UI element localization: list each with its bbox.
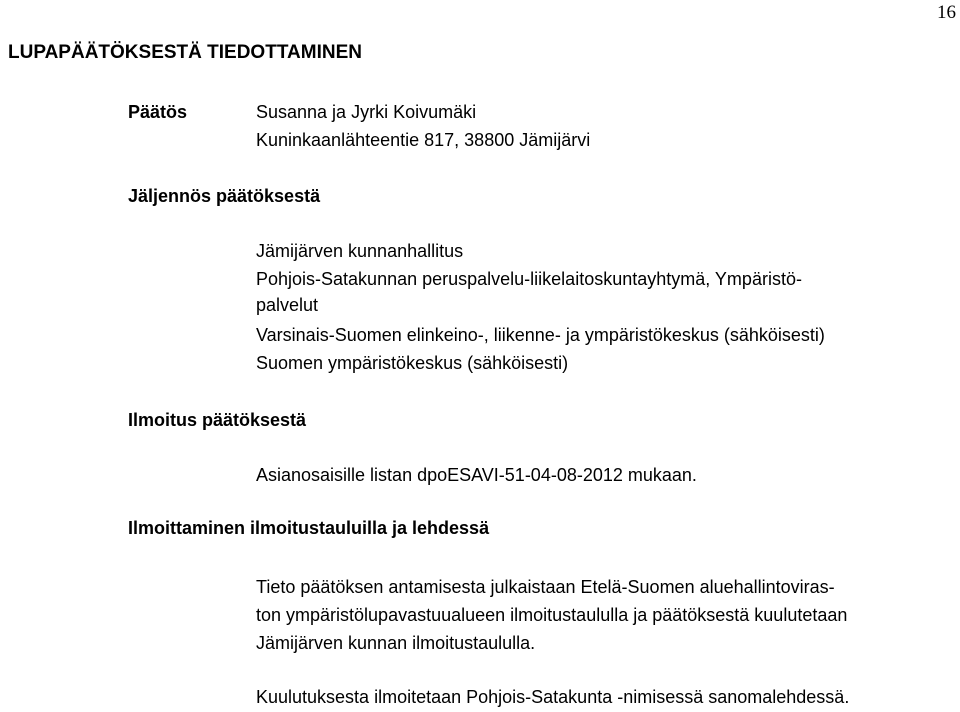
page-number: 16 [937, 2, 956, 23]
decision-recipient-name: Susanna ja Jyrki Koivumäki [256, 102, 477, 122]
announcement-label: Ilmoittaminen ilmoitustauluilla ja lehdessä [128, 518, 490, 538]
copy-recipient: Pohjois-Satakunnan peruspalvelu-liikelaitoskuntayhtymä, Ympäristö- [256, 269, 802, 289]
copy-recipient: Varsinais-Suomen elinkeino-, liikenne- ja ympäristökeskus (sähköisesti) [256, 325, 825, 345]
copy-label: Jäljennös päätöksestä [128, 186, 321, 206]
announcement-line: Jämijärven kunnan ilmoitustaululla. [256, 633, 536, 653]
copy-recipient: Jämijärven kunnanhallitus [256, 241, 464, 261]
decision-label: Päätös [128, 102, 188, 122]
announcement-line: ton ympäristölupavastuualueen ilmoitustaululla ja päätöksestä kuulutetaan [256, 605, 848, 625]
newspaper-notice: Kuulutuksesta ilmoitetaan Pohjois-Satakunta -nimisessä sanomalehdessä. [256, 687, 850, 707]
document-title: LUPAPÄÄTÖKSESTÄ TIEDOTTAMINEN [8, 42, 362, 63]
copy-recipient: palvelut [256, 295, 319, 315]
announcement-line: Tieto päätöksen antamisesta julkaistaan Etelä-Suomen aluehallintoviras- [256, 577, 835, 597]
notice-text: Asianosaisille listan dpoESAVI-51-04-08-2012 mukaan. [256, 465, 697, 485]
decision-recipient-address: Kuninkaanlähteentie 817, 38800 Jämijärvi [256, 130, 591, 150]
notice-label: Ilmoitus päätöksestä [128, 410, 307, 430]
copy-recipient: Suomen ympäristökeskus (sähköisesti) [256, 353, 569, 373]
